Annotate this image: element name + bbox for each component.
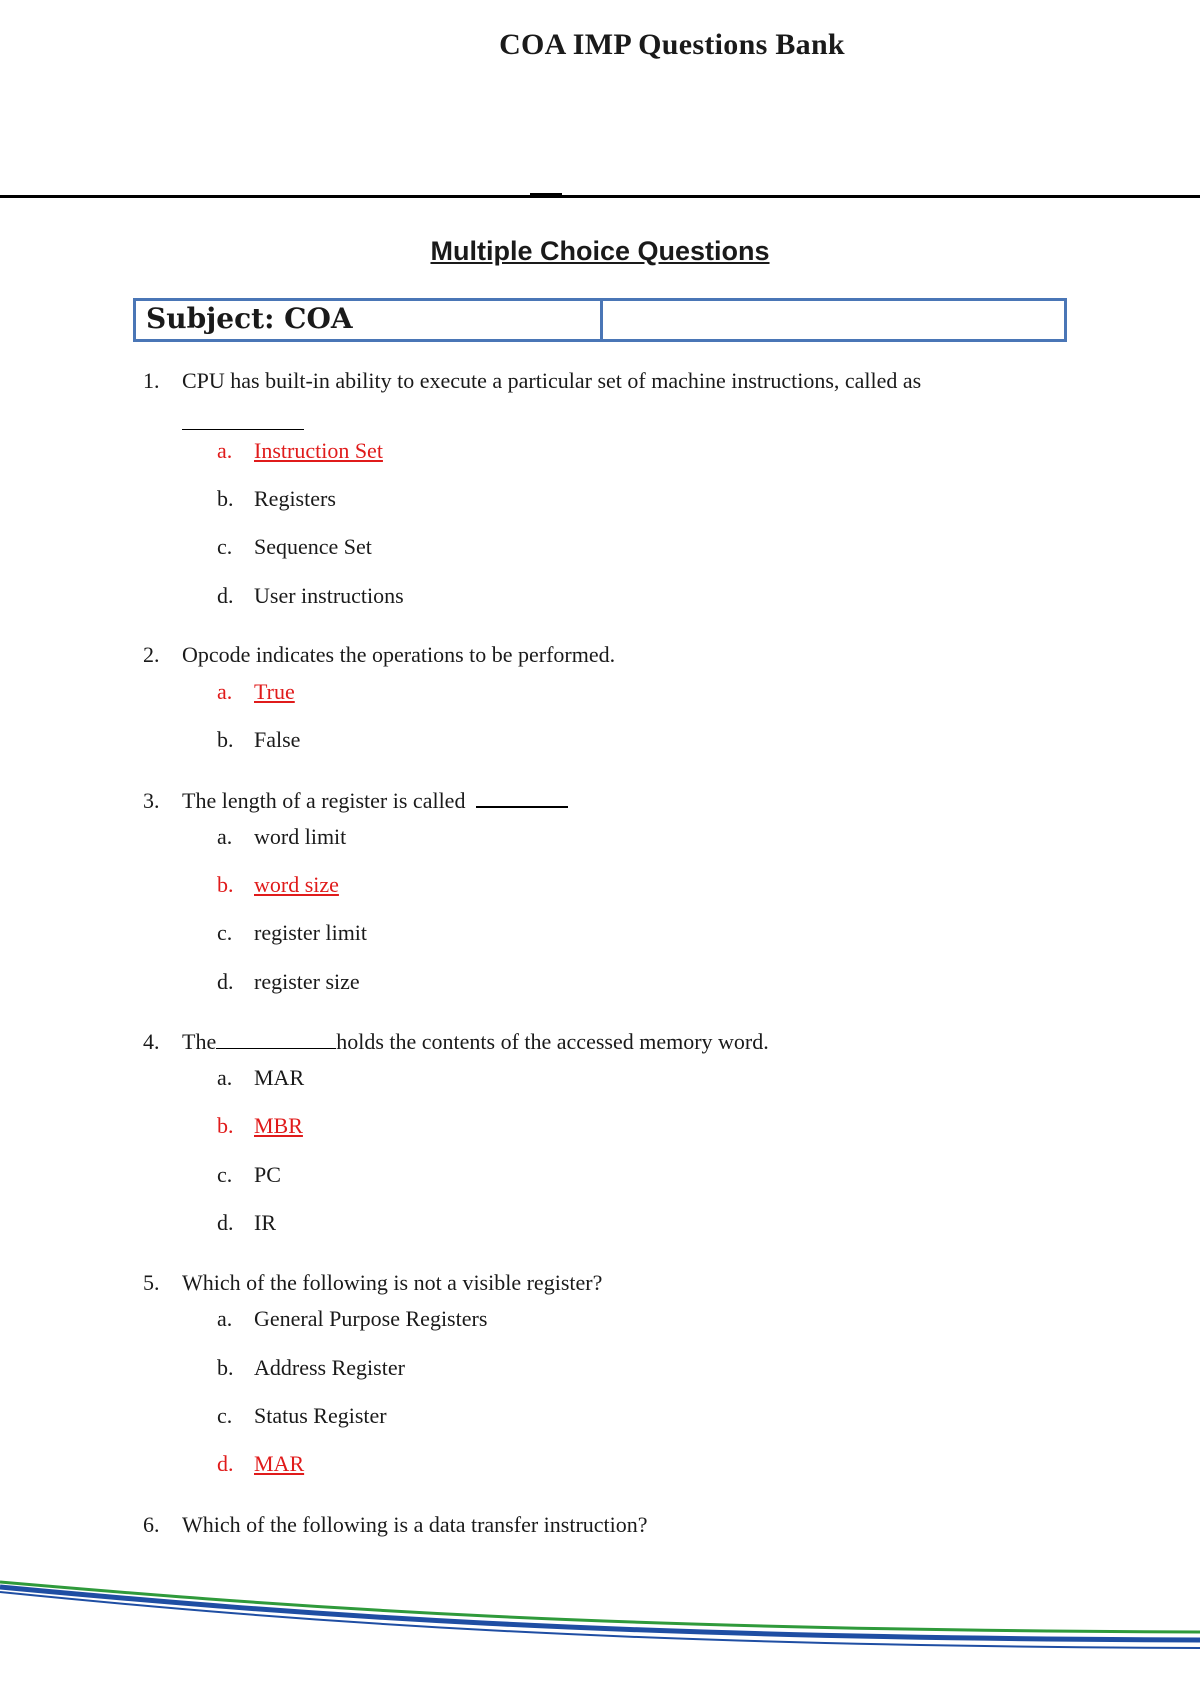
question-text: Opcode indicates the operations to be performed. <box>182 642 616 667</box>
footer-swoosh <box>0 1560 1200 1670</box>
document-title: COA IMP Questions Bank <box>499 28 845 61</box>
question-text-start: The <box>182 1029 217 1054</box>
fill-blank <box>476 788 568 808</box>
subject-table <box>133 298 1067 342</box>
question-number: 6. <box>143 1512 160 1537</box>
question-text: Which of the following is not a visible register? <box>182 1270 603 1295</box>
subject-label: Subject: COA <box>136 301 603 339</box>
answer-blank <box>182 410 304 436</box>
header-rule <box>0 195 1200 198</box>
question-number: 2. <box>143 642 160 667</box>
question-text: The length of a register is called <box>182 788 466 813</box>
question-number: 5. <box>143 1270 160 1295</box>
fill-blank <box>182 411 304 430</box>
fill-blank <box>216 1030 336 1049</box>
subject-empty-cell <box>603 301 1064 339</box>
section-heading: Multiple Choice Questions <box>430 236 770 266</box>
question-text-end: holds the contents of the accessed memory word. <box>336 1029 769 1054</box>
question-text: Which of the following is a data transfer instruction? <box>182 1512 648 1537</box>
question-text: CPU has built-in ability to execute a particular set of machine instructions, called as <box>182 368 922 393</box>
swoosh-green-line <box>0 1582 1200 1632</box>
question-number: 3. <box>143 788 160 813</box>
question-number: 1. <box>143 368 160 393</box>
question-number: 4. <box>143 1029 160 1054</box>
header-rule-notch <box>530 193 562 197</box>
